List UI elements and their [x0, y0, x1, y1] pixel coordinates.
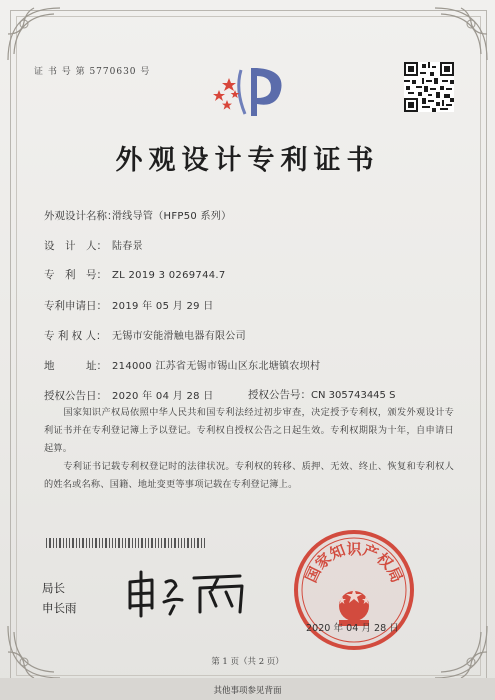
barcode-strip [46, 538, 206, 548]
field-value: 滑线导管（HFP50 系列） [112, 211, 232, 222]
cnipa-logo-icon [205, 60, 289, 122]
corner-ornament-icon [4, 4, 64, 64]
body-paragraph: 国家知识产权局依照中华人民共和国专利法经过初步审查，决定授予专利权，颁发外观设计专利证书并在专利登记簿上予以登记。专利权自授权公告之日起生效。专利权期限为十年，自申请日起算。 [44, 407, 454, 454]
field-value: ZL 2019 3 0269744.7 [112, 270, 226, 281]
page-number: 第 1 页（共 2 页） [211, 657, 284, 667]
footer-note: 其他事项参见背面 [213, 686, 282, 696]
corner-ornament-icon [431, 622, 491, 682]
seal-date: 2020 年 04 月 28 日 [306, 623, 399, 634]
field-label: 专利申请日： [44, 300, 107, 312]
corner-ornament-icon [431, 4, 491, 64]
field-label: 专 利 权 人： [44, 330, 107, 342]
grant-number-value: CN 305743445 S [311, 390, 396, 401]
field-application-date [44, 297, 214, 313]
field-patent-number [44, 267, 226, 282]
grant-date [44, 387, 214, 403]
field-value: 2019 年 05 月 29 日 [112, 301, 214, 312]
field-label: 地 址： [44, 360, 107, 372]
field-designer [44, 237, 143, 253]
field-value: 陆春景 [112, 241, 143, 252]
field-patentee [44, 327, 246, 343]
field-address [44, 357, 320, 373]
grant-date-value: 2020 年 04 月 28 日 [112, 391, 214, 402]
field-label: 专 利 号： [44, 269, 107, 281]
field-value: 214000 江苏省无锡市锡山区东北塘镇农坝村 [112, 361, 321, 372]
field-value: 无锡市安能滑触电器有限公司 [112, 331, 246, 342]
grant-number-label: 授权公告号： [248, 389, 311, 401]
field-design-name [44, 207, 231, 223]
signature-icon [122, 568, 252, 620]
field-label: 外观设计名称： [44, 210, 118, 222]
grant-number [248, 387, 395, 402]
grant-date-label: 授权公告日： [44, 390, 107, 402]
seal-text: 国家知识产权局 [301, 540, 407, 586]
document-title: 外观设计专利证书 [115, 145, 380, 176]
field-label: 设 计 人： [44, 240, 107, 252]
signatory-title: 局长 [42, 581, 65, 595]
corner-ornament-icon [4, 622, 64, 682]
body-paragraph: 专利证书记载专利权登记时的法律状况。专利权的转移、质押、无效、终止、恢复和专利权人的姓名或名称、国籍、地址变更等事项记载在专利登记簿上。 [44, 461, 454, 490]
signatory-name: 申长雨 [42, 601, 77, 615]
qr-code-icon [404, 62, 454, 112]
certificate-number: 证 书 号 第 5770630 号 [34, 67, 151, 77]
